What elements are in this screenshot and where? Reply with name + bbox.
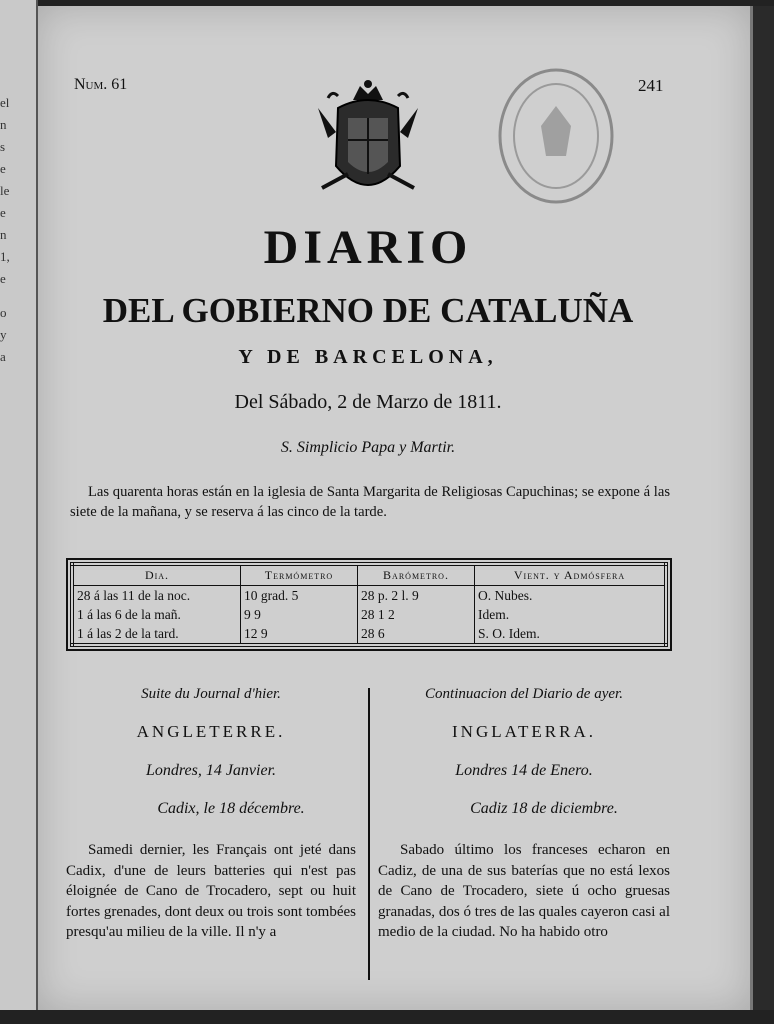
left-page-fragment: le (0, 183, 10, 198)
column-divider (368, 688, 370, 980)
left-page-fragment: el (0, 95, 10, 110)
left-page-fragment: o (0, 305, 7, 320)
table-row (72, 586, 666, 606)
sub-dateline: Cadix, le 18 décembre. (157, 800, 305, 817)
french-column (66, 686, 356, 943)
left-page-fragment: a (0, 349, 6, 364)
left-page-fragment: e (0, 161, 6, 176)
table-cell: 10 grad. 5 (241, 586, 358, 606)
table-cell: 1 á las 6 de la mañ. (72, 605, 241, 624)
table-cell: S. O. Idem. (478, 626, 540, 641)
left-page-fragment: n (0, 117, 7, 132)
newspaper-page (38, 6, 750, 1010)
country-heading: ANGLETERRE. (136, 722, 286, 741)
left-page-edge (0, 0, 38, 1010)
masthead-subtitle: DEL GOBIERNO DE CATALUÑA (102, 291, 634, 330)
right-page-edge (750, 6, 774, 1010)
left-page-fragment: e (0, 205, 6, 220)
masthead-title: DIARIO (263, 221, 473, 274)
church-notice: Las quarenta horas están en la iglesia de Santa Margarita de Religiosas Capuchinas; se expone á las siete de la mañana, y se reserva á las cinco de la tarde. (70, 484, 670, 520)
sub-dateline: Cadiz 18 de diciembre. (470, 800, 618, 817)
table-cell: 1 á las 2 de la tard. (72, 624, 241, 645)
table-cell: 12 9 (241, 624, 358, 645)
left-page-fragment: s (0, 139, 6, 154)
header-viento: Vient. y Admósfera (475, 564, 667, 586)
table-cell: O. Nubes. (478, 588, 533, 603)
left-page-fragment: y (0, 327, 7, 342)
table-row (72, 605, 666, 624)
header-barometro: Barómetro. (358, 564, 475, 586)
saint-of-day: S. Simplicio Papa y Martir. (280, 439, 456, 456)
header-dia: Dia. (72, 564, 241, 586)
weather-table (70, 562, 668, 647)
table-cell: 28 6 (358, 624, 475, 645)
article-body: Sabado último los franceses echaron en Cadiz, de una de sus baterías que no está lexos de Cano de Trocadero, siete ú ocho gruesas granadas, dos ó tres de las quales cayeron casi al medio de la ciudad. No ha habido otro (378, 842, 670, 940)
table-row (72, 624, 666, 645)
table-cell: Idem. (478, 607, 510, 622)
left-page-fragment: e (0, 271, 6, 286)
table-cell: 28 1 2 (358, 605, 475, 624)
article-body: Samedi dernier, les Français ont jeté dans Cadix, d'une de leurs batteries qui n'est pas éloignée de Cano de Trocadero, sept ou huit fortes grenades, dont deux ou trois sont tombées presqu'au milieu de la ville. Il n'y a (66, 842, 356, 940)
library-stamp (496, 66, 616, 206)
masthead-subtitle-city: Y DE BARCELONA, (238, 346, 498, 368)
spanish-column (378, 686, 670, 943)
left-page-fragment: 1, (0, 249, 10, 264)
column-heading: Suite du Journal d'hier. (141, 686, 281, 702)
header-termometro: Termómetro (241, 564, 358, 586)
issue-number: Num. 61 (74, 76, 128, 93)
table-cell: 9 9 (241, 605, 358, 624)
country-heading: INGLATERRA. (452, 722, 596, 741)
left-page-fragment: n (0, 227, 7, 242)
dateline: Londres, 14 Janvier. (145, 762, 277, 779)
table-cell: 28 p. 2 l. 9 (358, 586, 475, 606)
issue-date: Del Sábado, 2 de Marzo de 1811. (234, 391, 502, 413)
table-cell: 28 á las 11 de la noc. (72, 586, 241, 606)
dateline: Londres 14 de Enero. (455, 762, 593, 779)
weather-table-header (72, 564, 666, 586)
column-heading: Continuacion del Diario de ayer. (425, 686, 623, 702)
royal-crest-emblem (308, 78, 428, 210)
page-number: 241 (638, 76, 664, 95)
